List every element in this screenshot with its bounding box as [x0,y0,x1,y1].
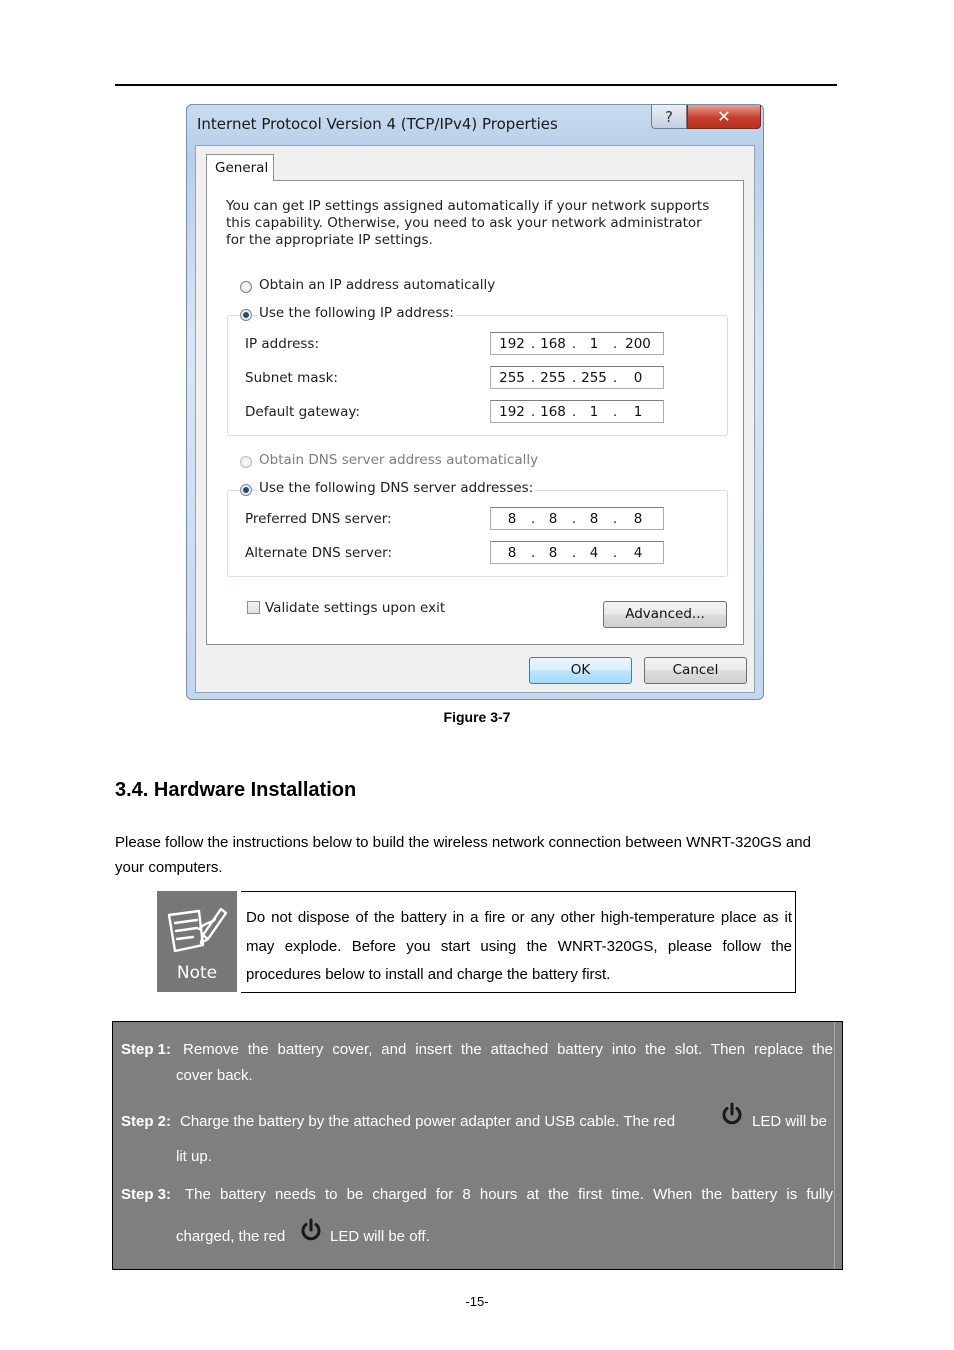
page-number: -15- [465,1294,489,1309]
steps-inner-line [834,1022,835,1269]
dialog-client-area [195,145,755,693]
ip-octet-3: 1 [589,336,599,352]
preferred-dns-label: Preferred DNS server: [245,511,392,527]
default-gateway-input[interactable] [490,400,664,423]
ip-dot: . [571,336,577,352]
header-rule [115,84,837,86]
step2-line1a: Charge the battery by the attached power adapter and USB cable. The red [180,1113,676,1130]
radio-obtain-dns[interactable] [240,456,252,468]
gateway-dot: . [530,404,536,420]
help-icon: ? [665,108,673,126]
step2-label: Step 2: [121,1113,172,1130]
step3-line2a: charged, the red [176,1228,286,1245]
title-bar-buttons [651,105,764,130]
note-label: Note [176,963,218,983]
alternate-dns-label: Alternate DNS server: [245,545,393,561]
alt-dns-octet-4: 4 [633,545,643,561]
power-icon [300,1218,322,1242]
subnet-dot: . [571,370,577,386]
radio-obtain-ip[interactable] [240,281,252,293]
pref-dns-dot: . [612,511,618,527]
step1-line2: cover back. [176,1067,253,1084]
alt-dns-octet-2: 8 [548,545,558,561]
default-gateway-label: Default gateway: [245,404,360,420]
subnet-octet-2: 255 [540,370,566,386]
advanced-button[interactable]: Advanced... [603,601,727,628]
radio-use-ip-label[interactable]: Use the following IP address: [259,305,454,321]
subnet-dot: . [530,370,536,386]
alternate-dns-input[interactable] [490,541,664,564]
step3-line1: The battery needs to be charged for 8 hours at the first time. When the battery is fully [185,1186,833,1203]
tab-general[interactable]: General [206,154,274,181]
step3-label: Step 3: [121,1186,172,1203]
ip-address-label: IP address: [245,336,319,352]
validate-checkbox[interactable] [247,601,260,614]
gateway-octet-4: 1 [633,404,643,420]
preferred-dns-input[interactable] [490,507,664,530]
alt-dns-dot: . [612,545,618,561]
alt-dns-dot: . [530,545,536,561]
pref-dns-dot: . [571,511,577,527]
cancel-button[interactable]: Cancel [644,657,747,684]
radio-obtain-ip-label[interactable]: Obtain an IP address automatically [259,277,496,293]
dialog-title: Internet Protocol Version 4 (TCP/IPv4) Properties [197,115,558,133]
alt-dns-dot: . [571,545,577,561]
subnet-octet-1: 255 [499,370,525,386]
section-heading: 3.4. Hardware Installation [115,779,357,801]
ip-address-input[interactable] [490,332,664,355]
ip-octet-1: 192 [499,336,525,352]
pref-dns-octet-3: 8 [589,511,599,527]
note-text: Do not dispose of the battery in a fire or any other high-temperature place as it may explode. Before you start using the WNRT-320GS, please follow the procedures below to install and charge the battery first. [246,909,792,983]
subnet-mask-label: Subnet mask: [245,370,338,386]
pref-dns-octet-2: 8 [548,511,558,527]
intro-line-3: for the appropriate IP settings. [226,232,433,248]
step2-line1b: LED will be [752,1113,828,1130]
gateway-octet-1: 192 [499,404,525,420]
step3-line2b: LED will be off. [330,1228,430,1245]
intro-line-2: this capability. Otherwise, you need to ask your network administrator [226,215,702,231]
gateway-dot: . [571,404,577,420]
pref-dns-octet-1: 8 [507,511,517,527]
notepad-pen-icon [163,901,231,961]
alt-dns-octet-3: 4 [589,545,599,561]
general-tab-panel [206,180,744,645]
close-icon: ✕ [717,107,731,126]
validate-checkbox-label[interactable]: Validate settings upon exit [265,600,446,616]
step2-line2: lit up. [176,1148,212,1165]
gateway-octet-2: 168 [540,404,566,420]
note-icon [157,891,237,992]
figure-caption: Figure 3-7 [443,709,511,725]
subnet-dot: . [612,370,618,386]
step1-label: Step 1: [121,1041,172,1058]
subnet-octet-4: 0 [633,370,643,386]
gateway-octet-3: 1 [589,404,599,420]
power-icon [721,1102,743,1126]
ip-octet-2: 168 [540,336,566,352]
steps-box [112,1021,843,1270]
ip-octet-4: 200 [625,336,651,352]
subnet-octet-3: 255 [581,370,607,386]
subnet-mask-input[interactable] [490,366,664,389]
radio-use-dns[interactable] [240,484,252,496]
radio-obtain-dns-label[interactable]: Obtain DNS server address automatically [259,452,539,468]
ip-dot: . [612,336,618,352]
help-button[interactable] [651,105,687,129]
pref-dns-octet-4: 8 [633,511,643,527]
ok-button[interactable]: OK [529,657,632,684]
note-box [241,891,796,993]
radio-use-dns-label[interactable]: Use the following DNS server addresses: [259,480,534,496]
step1-line1: Remove the battery cover, and insert the attached battery into the slot. Then replace the [183,1041,833,1058]
gateway-dot: . [612,404,618,420]
intro-paragraph: Please follow the instructions below to build the wireless network connection between WNRT-320GS and your computers. [115,834,811,876]
alt-dns-octet-1: 8 [507,545,517,561]
intro-line-1: You can get IP settings assigned automatically if your network supports [226,198,710,214]
radio-use-ip[interactable] [240,309,252,321]
pref-dns-dot: . [530,511,536,527]
tcpip-properties-dialog [186,104,764,700]
ip-dot: . [530,336,536,352]
close-button[interactable] [687,105,761,129]
